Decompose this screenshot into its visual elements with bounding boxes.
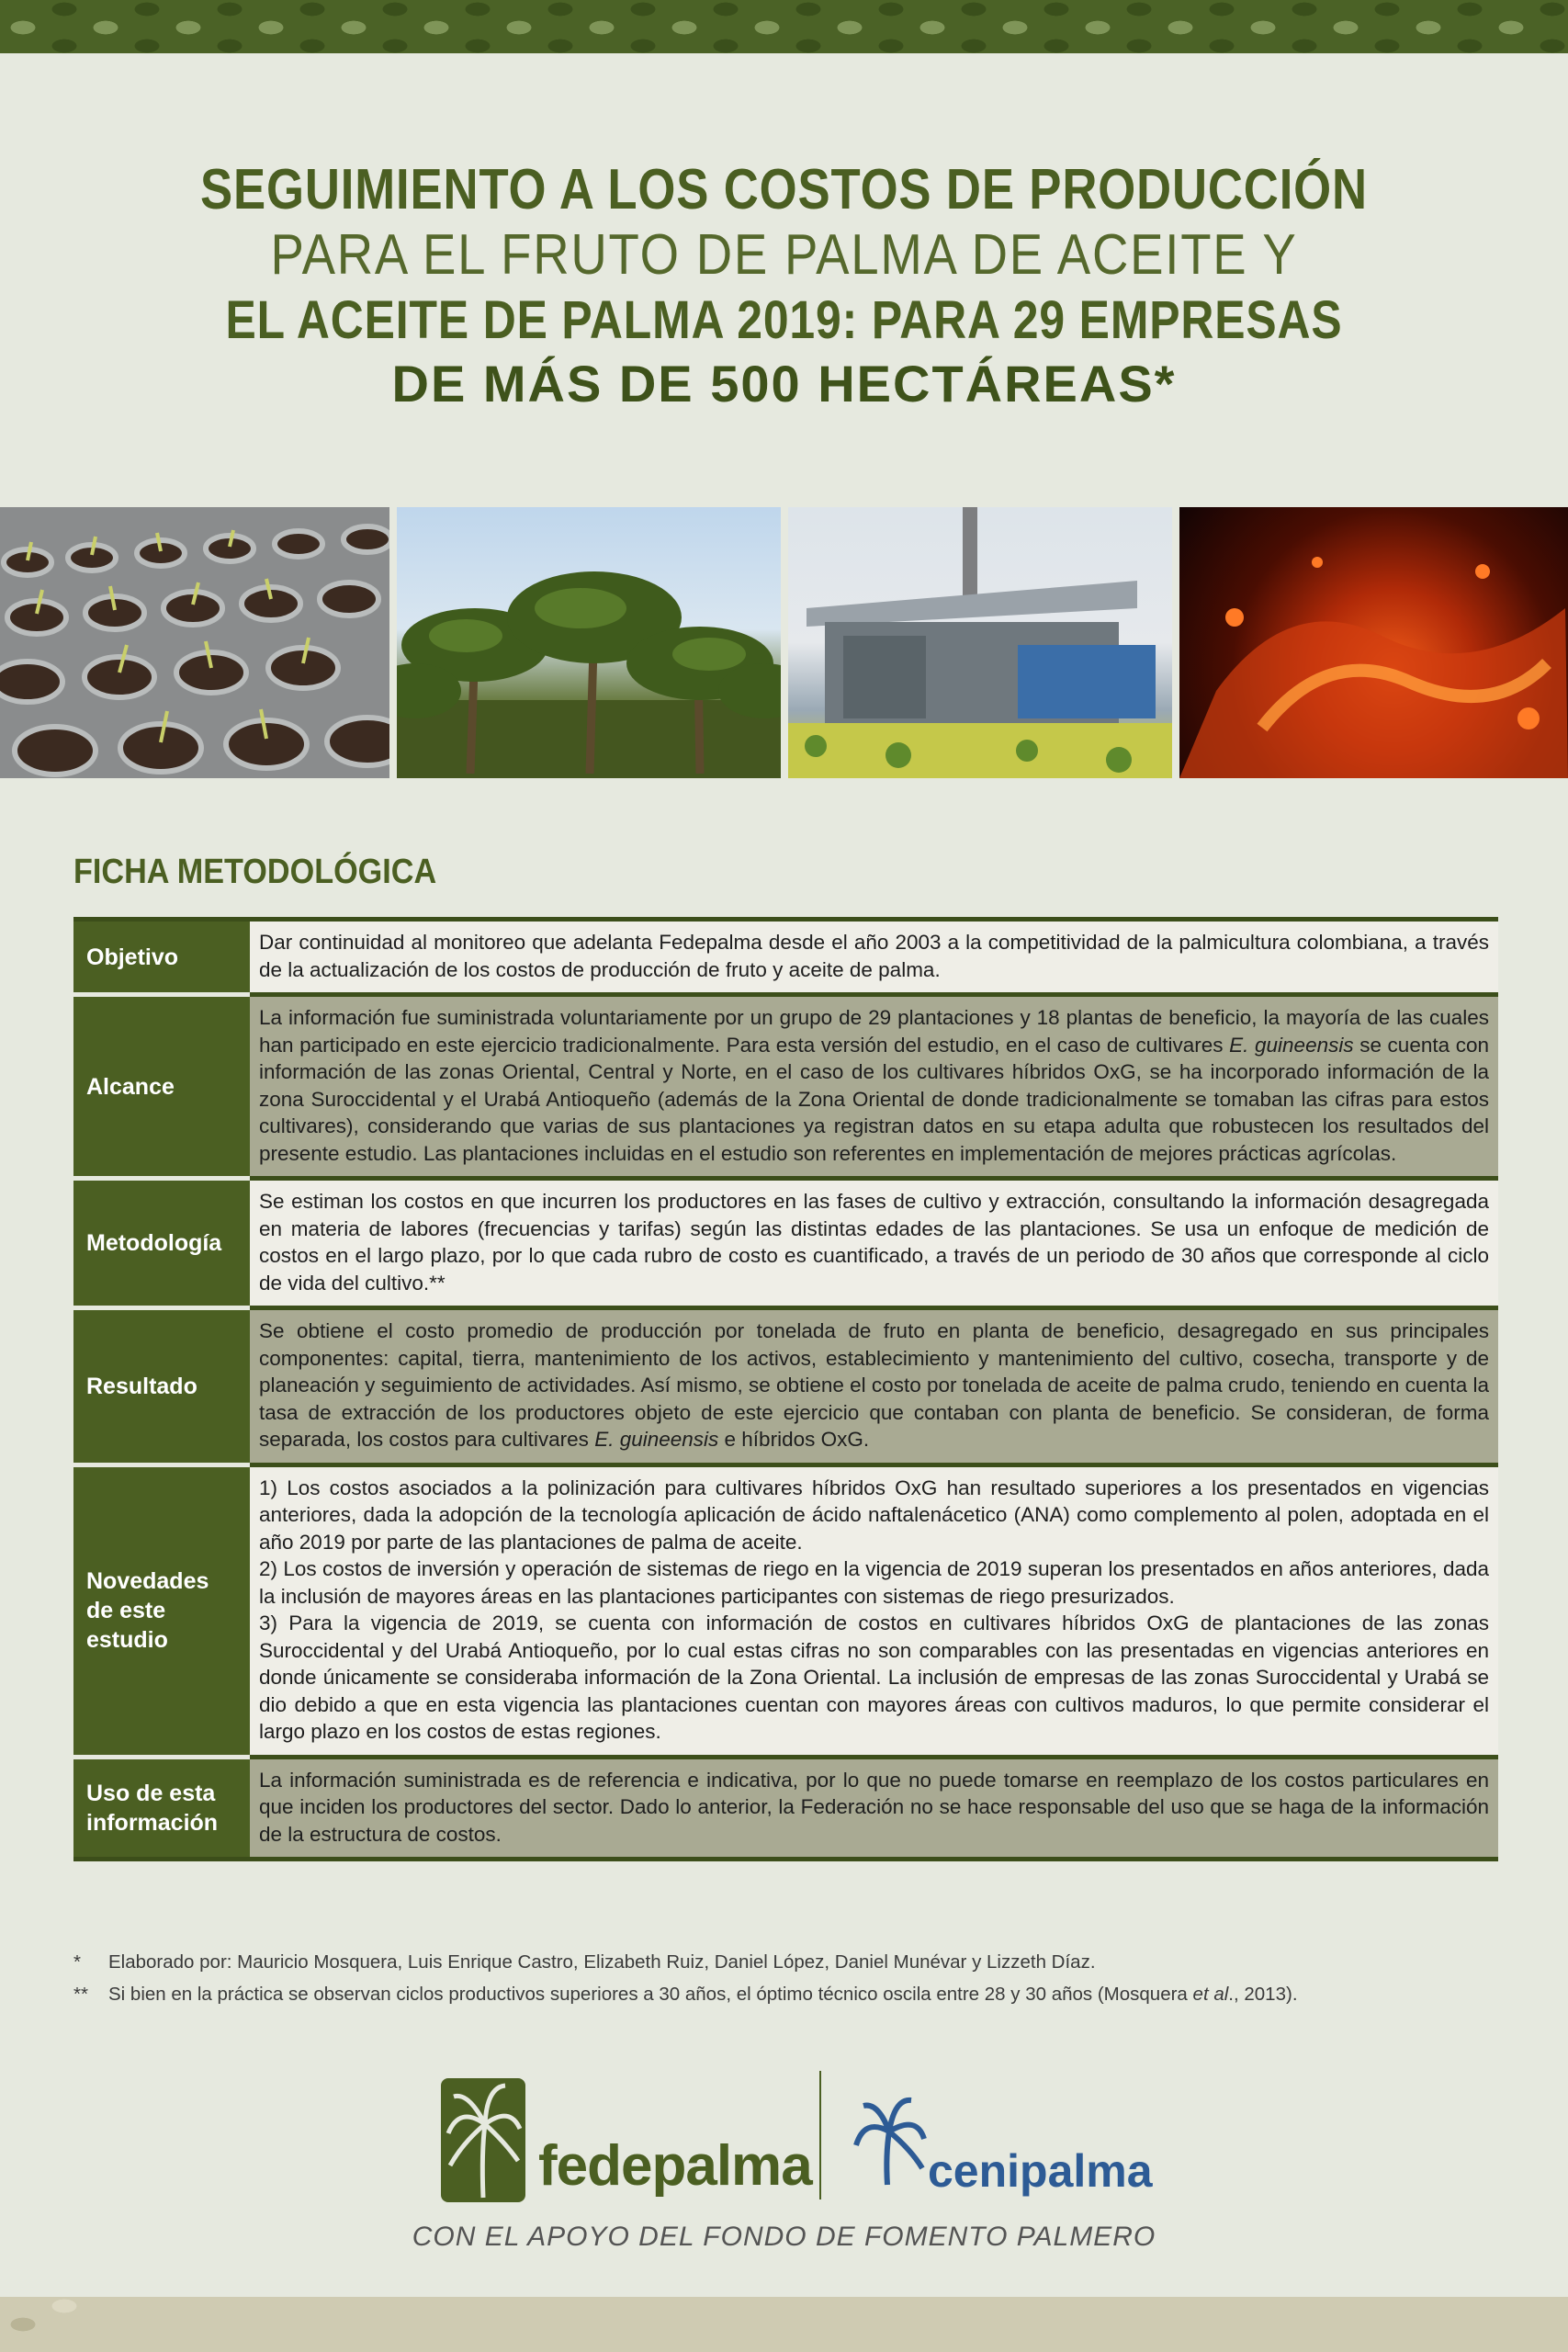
row-text: La información suministrada es de referencia e indicativa, por lo que no puede tomarse en reemplazo de los costos particulares en que inciden los productores del sector. Dado lo anterior, la Federación no se hace responsable del uso que se haga de la información de la estructura de costos. xyxy=(250,1757,1498,1860)
logo-area xyxy=(0,2071,1568,2218)
photo-strip xyxy=(0,507,1568,778)
row-label: Uso de esta información xyxy=(73,1757,250,1860)
novedad-2: 2) Los costos de inversión y operación de sistemas de riego en la vigencia de 2019 superan los presentados en años anteriores, dada la inclusión de mayores áreas en las plantaciones participantes con sistemas de riego presurizados. xyxy=(259,1557,1489,1608)
row-label: Objetivo xyxy=(73,920,250,995)
cenipalma-logo-text: cenipalma xyxy=(928,2145,1153,2197)
title-line-1: SEGUIMIENTO A LOS COSTOS DE PRODUCCIÓN xyxy=(200,158,1368,221)
fedepalma-logo-text: fedepalma xyxy=(538,2134,812,2198)
row-text: Dar continuidad al monitoreo que adelanta Fedepalma desde el año 2003 a la competitividad de la palmicultura colombiana, a través de la actualización de los costos de producción de fruto y aceite de palma. xyxy=(250,920,1498,995)
support-tagline: CON EL APOYO DEL FONDO DE FOMENTO PALMERO xyxy=(412,2222,1156,2252)
section-title: FICHA METODOLÓGICA xyxy=(73,853,437,891)
title-line-4: DE MÁS DE 500 HECTÁREAS* xyxy=(391,355,1177,413)
row-label: Metodología xyxy=(73,1179,250,1308)
fedepalma-palm-icon xyxy=(441,2078,525,2202)
cenipalma-palm-icon xyxy=(851,2095,928,2187)
table-row-metodologia xyxy=(73,1179,1498,1308)
row-text xyxy=(250,1464,1498,1757)
footnotes xyxy=(73,1946,1498,2010)
row-label: Novedades de este estudio xyxy=(73,1464,250,1757)
footnote-1 xyxy=(73,1946,1498,1978)
page-title xyxy=(0,156,1568,413)
row-label: Resultado xyxy=(73,1308,250,1465)
row-text xyxy=(250,995,1498,1179)
species-italic: E. guineensis xyxy=(1229,1033,1354,1057)
table-row-uso xyxy=(73,1757,1498,1860)
methodology-table xyxy=(73,917,1498,1861)
footnote-text: Elaborado por: Mauricio Mosquera, Luis Enrique Castro, Elizabeth Ruiz, Daniel López, Daniel Munévar y Lizzeth Díaz. xyxy=(108,1951,1096,1973)
footnote-2 xyxy=(73,1978,1498,2010)
title-line-2: PARA EL FRUTO DE PALMA DE ACEITE Y xyxy=(270,223,1298,287)
novedad-1: 1) Los costos asociados a la polinización para cultivares híbridos OxG han resultado superiores a los presentados en vigencias anteriores, dada la adopción de la tecnología aplicación de ácido naftalenácetico (ANA) como complemento al polen, adoptada en el año 2019 por parte de las plantaciones de palma de aceite. xyxy=(259,1476,1489,1554)
row-label: Alcance xyxy=(73,995,250,1179)
footnote-text xyxy=(108,1978,1298,2010)
extraction-plant-photo xyxy=(788,507,1172,778)
palm-plantation-photo xyxy=(397,507,781,778)
bottom-decorative-band xyxy=(0,2297,1568,2352)
seedling-tray-photo xyxy=(0,507,389,778)
row-text: Se estiman los costos en que incurren los productores en las fases de cultivo y extracción, consultando la información desagregada en materia de labores (frecuencias y tarifas) según las distintas edades de las plantaciones. Se usa un enfoque de medición de costos en el largo plazo, por lo que cada rubro de costo es cuantificado, a través de un periodo de 30 años que corresponde al ciclo de vida del cultivo.** xyxy=(250,1179,1498,1308)
species-italic: E. guineensis xyxy=(594,1428,719,1451)
footnote-italic: et al xyxy=(1192,1984,1229,2005)
novedad-3: 3) Para la vigencia de 2019, se cuenta con información de costos en cultivares híbridos OxG de plantaciones de las zonas Suroccidental y del Urabá Antioqueño, por lo cual estas cifras no son comparables con las presentadas en vigencias anteriores en donde únicamente se consideraba información de la Zona Oriental. La inclusión de empresas de las zonas Suroccidental y Urabá se dio debido a que en esta vigencia las plantaciones cuentan con mayores áreas con cultivos maduros, lo que permite considerar el largo plazo en los costos de estas regiones. xyxy=(259,1611,1489,1743)
footnote-marker: * xyxy=(73,1951,81,1973)
row-text-part: La información fue suministrada voluntariamente por un grupo de 29 plantaciones y 18 plantas de beneficio, la mayoría de las cuales han participado en este ejercicio tradicionalmente. Para esta versión del estudio, en el caso de cultivares xyxy=(259,1006,1489,1057)
row-text-part: Se obtiene el costo promedio de producción por tonelada de fruto en planta de beneficio, desagregado en sus principales componentes: capital, tierra, mantenimiento de los activos, establecimiento y mantenimiento del cultivo, cosecha, transporte y de planeación y seguimiento de actividades. Así mismo, se obtiene el costo por tonelada de aceite de palma crudo, teniendo en cuenta la tasa de extracción de los productores objeto de este ejercicio que contaban con planta de beneficio. Se consideran, de forma separada, los costos para cultivares xyxy=(259,1319,1489,1451)
row-text-part: e híbridos OxG. xyxy=(718,1428,870,1451)
footnote-marker: ** xyxy=(73,1984,88,2005)
logo-divider xyxy=(819,2071,821,2199)
top-decorative-band xyxy=(0,0,1568,53)
table-row-alcance xyxy=(73,995,1498,1179)
table-row-novedades xyxy=(73,1464,1498,1757)
table-row-objetivo xyxy=(73,920,1498,995)
title-line-3: EL ACEITE DE PALMA 2019: PARA 29 EMPRESAS xyxy=(225,290,1343,350)
table-row-resultado xyxy=(73,1308,1498,1465)
footnote-text-part: Si bien en la práctica se observan ciclos productivos superiores a 30 años, el óptimo técnico oscila entre 28 y 30 años (Mosquera xyxy=(108,1984,1193,2005)
row-text xyxy=(250,1308,1498,1465)
footnote-text-part: ., 2013). xyxy=(1228,1984,1298,2005)
row-text-part: se cuenta con información de las zonas Oriental, Central y Norte, en el caso de los cultivares híbridos OxG, se ha incorporado información de la zona Suroccidental y el Urabá Antioqueño (además de la Zona Oriental de donde tradicionalmente se tomaban las cifras para estos cultivares), considerando que varias de sus plantaciones ya registran datos en su etapa adulta que robustecen los resultados del presente estudio. Las plantaciones incluidas en el estudio son referentes en implementación de mejores prácticas agrícolas. xyxy=(259,1033,1489,1165)
palm-oil-splash-photo xyxy=(1179,507,1568,778)
